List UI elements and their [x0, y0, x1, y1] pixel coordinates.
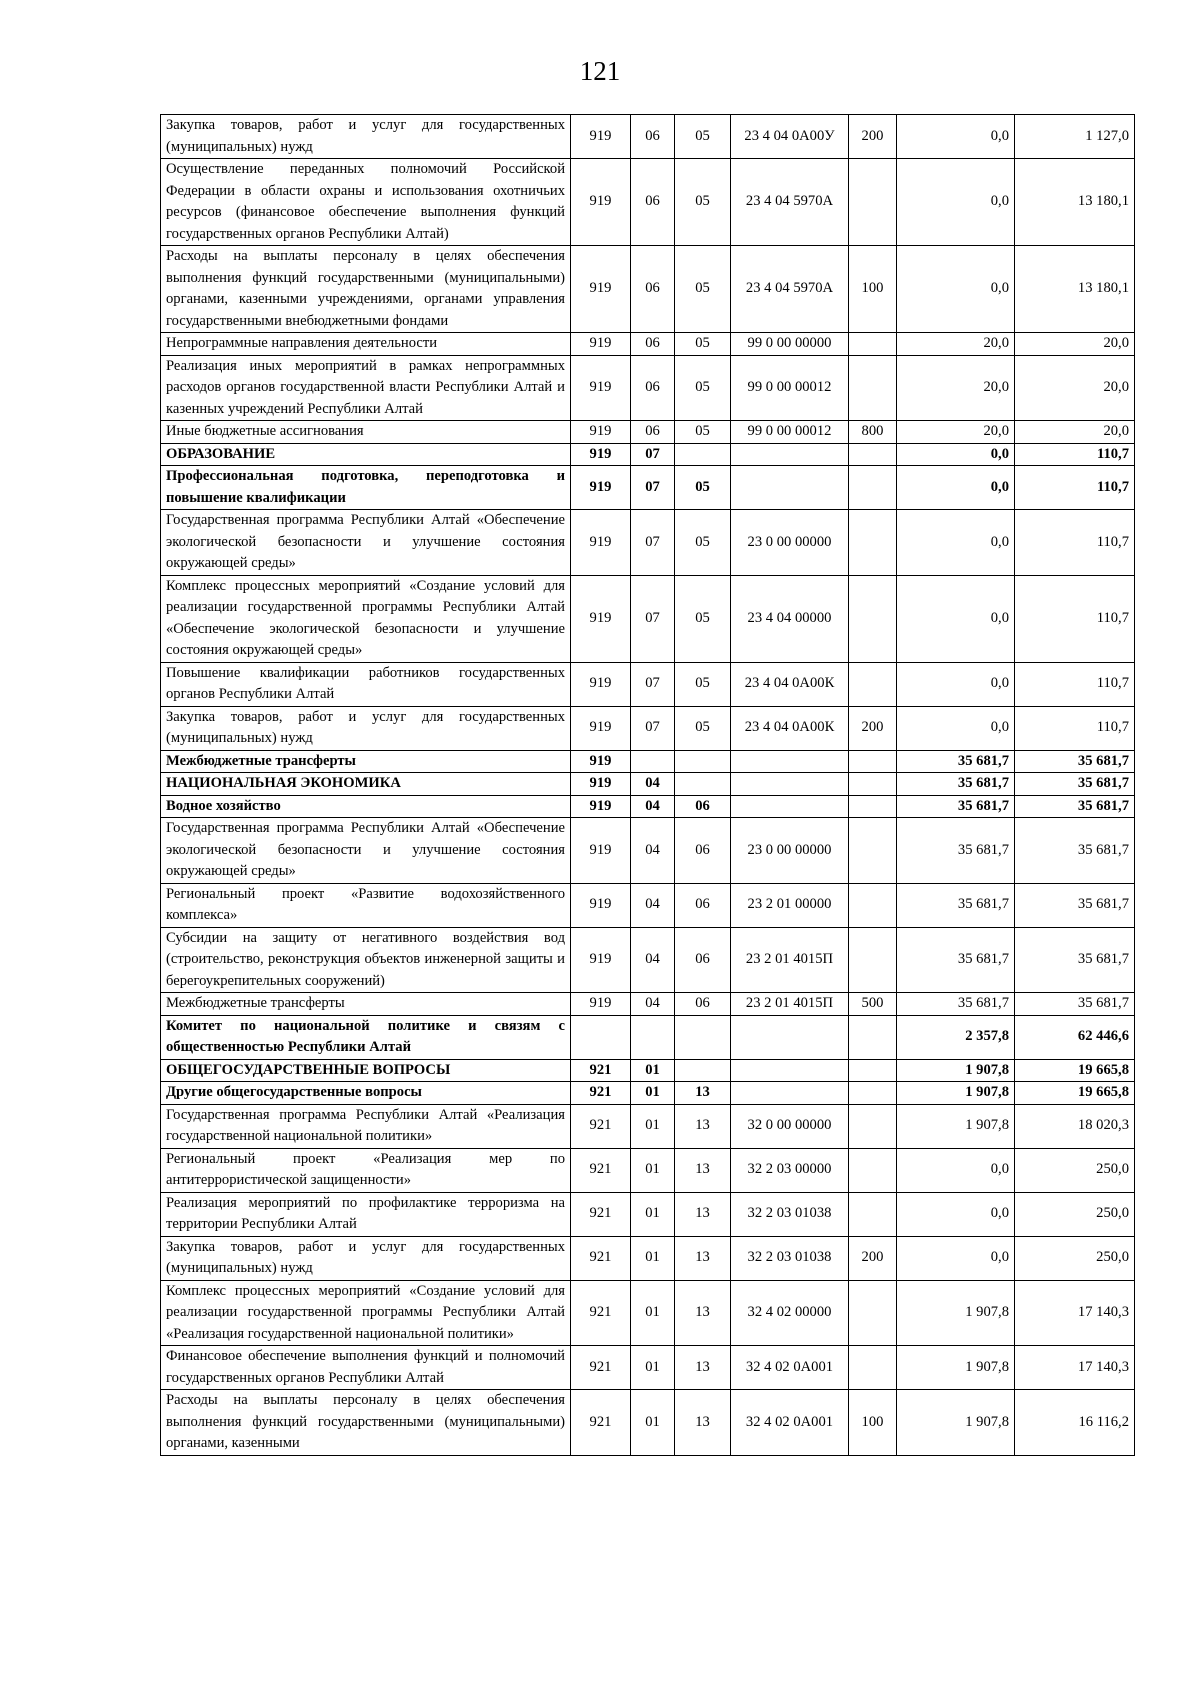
ministry-code-cell: 919 [571, 246, 631, 333]
subsection-code-cell: 05 [675, 466, 731, 510]
amount-first-cell: 35 681,7 [897, 750, 1015, 773]
section-code-cell: 04 [631, 993, 675, 1016]
ministry-code-cell: 919 [571, 883, 631, 927]
row-name-cell: Государственная программа Республики Алтай «Обеспечение экологической безопасности и улучшение состояния окружающей среды» [161, 510, 571, 576]
subsection-code-cell: 13 [675, 1148, 731, 1192]
amount-first-cell: 35 681,7 [897, 993, 1015, 1016]
table-row [161, 1104, 1135, 1148]
subsection-code-cell [675, 1059, 731, 1082]
row-name-cell: Субсидии на защиту от негативного воздействия вод (строительство, реконструкция объектов инженерной защиты и берегоукрепительных сооружений) [161, 927, 571, 993]
ministry-code-cell: 919 [571, 355, 631, 421]
expense-type-code-cell [849, 443, 897, 466]
subsection-code-cell: 13 [675, 1236, 731, 1280]
amount-first-cell: 35 681,7 [897, 883, 1015, 927]
subsection-code-cell: 13 [675, 1192, 731, 1236]
amount-first-cell: 35 681,7 [897, 773, 1015, 796]
expense-type-code-cell [849, 355, 897, 421]
target-item-code-cell: 23 0 00 00000 [731, 818, 849, 884]
amount-second-cell: 13 180,1 [1015, 159, 1135, 246]
expense-type-code-cell [849, 773, 897, 796]
table-row [161, 355, 1135, 421]
row-name-cell: Реализация иных мероприятий в рамках непрограммных расходов органов государственной власти Республики Алтай и казенных учреждений Республики Алтай [161, 355, 571, 421]
target-item-code-cell: 23 4 04 5970А [731, 159, 849, 246]
target-item-code-cell [731, 1082, 849, 1105]
subsection-code-cell: 05 [675, 115, 731, 159]
target-item-code-cell: 23 2 01 4015П [731, 993, 849, 1016]
table-row [161, 421, 1135, 444]
ministry-code-cell: 919 [571, 795, 631, 818]
target-item-code-cell [731, 795, 849, 818]
amount-second-cell: 20,0 [1015, 333, 1135, 356]
table-row [161, 818, 1135, 884]
expense-type-code-cell [849, 1015, 897, 1059]
row-name-cell: Другие общегосударственные вопросы [161, 1082, 571, 1105]
amount-second-cell: 110,7 [1015, 443, 1135, 466]
section-code-cell: 04 [631, 883, 675, 927]
target-item-code-cell: 32 4 02 00000 [731, 1280, 849, 1346]
table-row [161, 1082, 1135, 1105]
ministry-code-cell: 919 [571, 818, 631, 884]
ministry-code-cell: 919 [571, 750, 631, 773]
ministry-code-cell: 921 [571, 1280, 631, 1346]
amount-second-cell: 110,7 [1015, 466, 1135, 510]
table-row [161, 159, 1135, 246]
row-name-cell: Расходы на выплаты персоналу в целях обеспечения выполнения функций государственными (муниципальными) органами, казенными учреждениями, органами управления государственными внебюджетными фондами [161, 246, 571, 333]
target-item-code-cell: 23 0 00 00000 [731, 510, 849, 576]
subsection-code-cell [675, 443, 731, 466]
table-row [161, 575, 1135, 662]
ministry-code-cell: 921 [571, 1346, 631, 1390]
table-row [161, 993, 1135, 1016]
target-item-code-cell [731, 443, 849, 466]
table-row [161, 773, 1135, 796]
target-item-code-cell: 23 4 04 5970А [731, 246, 849, 333]
amount-second-cell: 35 681,7 [1015, 993, 1135, 1016]
table-row [161, 1015, 1135, 1059]
subsection-code-cell: 13 [675, 1104, 731, 1148]
subsection-code-cell: 05 [675, 246, 731, 333]
section-code-cell: 01 [631, 1082, 675, 1105]
expense-type-code-cell [849, 1280, 897, 1346]
section-code-cell: 07 [631, 466, 675, 510]
amount-second-cell: 17 140,3 [1015, 1346, 1135, 1390]
amount-first-cell: 0,0 [897, 662, 1015, 706]
section-code-cell: 04 [631, 818, 675, 884]
target-item-code-cell: 23 2 01 00000 [731, 883, 849, 927]
expense-type-code-cell [849, 1346, 897, 1390]
table-row [161, 115, 1135, 159]
row-name-cell: Водное хозяйство [161, 795, 571, 818]
amount-first-cell: 1 907,8 [897, 1390, 1015, 1456]
amount-second-cell: 250,0 [1015, 1148, 1135, 1192]
target-item-code-cell [731, 773, 849, 796]
expense-type-code-cell [849, 1148, 897, 1192]
amount-second-cell: 19 665,8 [1015, 1059, 1135, 1082]
amount-first-cell: 0,0 [897, 706, 1015, 750]
ministry-code-cell: 919 [571, 575, 631, 662]
target-item-code-cell: 32 2 03 01038 [731, 1192, 849, 1236]
expense-type-code-cell [849, 662, 897, 706]
amount-second-cell: 20,0 [1015, 355, 1135, 421]
amount-first-cell: 1 907,8 [897, 1346, 1015, 1390]
row-name-cell: Государственная программа Республики Алтай «Обеспечение экологической безопасности и улучшение состояния окружающей среды» [161, 818, 571, 884]
amount-first-cell: 35 681,7 [897, 818, 1015, 884]
row-name-cell: Профессиональная подготовка, переподготовка и повышение квалификации [161, 466, 571, 510]
expense-type-code-cell [849, 1059, 897, 1082]
subsection-code-cell: 06 [675, 883, 731, 927]
section-code-cell [631, 1015, 675, 1059]
row-name-cell: Межбюджетные трансферты [161, 993, 571, 1016]
target-item-code-cell [731, 750, 849, 773]
row-name-cell: Комитет по национальной политике и связям с общественностью Республики Алтай [161, 1015, 571, 1059]
amount-first-cell: 0,0 [897, 246, 1015, 333]
amount-second-cell: 110,7 [1015, 662, 1135, 706]
ministry-code-cell: 919 [571, 993, 631, 1016]
target-item-code-cell [731, 466, 849, 510]
ministry-code-cell: 921 [571, 1082, 631, 1105]
subsection-code-cell: 05 [675, 510, 731, 576]
target-item-code-cell: 23 4 04 0А00К [731, 662, 849, 706]
target-item-code-cell: 99 0 00 00012 [731, 421, 849, 444]
amount-first-cell: 0,0 [897, 115, 1015, 159]
amount-second-cell: 35 681,7 [1015, 927, 1135, 993]
amount-second-cell: 13 180,1 [1015, 246, 1135, 333]
amount-first-cell: 20,0 [897, 333, 1015, 356]
row-name-cell: ОБРАЗОВАНИЕ [161, 443, 571, 466]
section-code-cell: 01 [631, 1280, 675, 1346]
expense-type-code-cell: 200 [849, 115, 897, 159]
section-code-cell: 01 [631, 1059, 675, 1082]
subsection-code-cell [675, 750, 731, 773]
target-item-code-cell: 32 4 02 0А001 [731, 1390, 849, 1456]
table-row [161, 1236, 1135, 1280]
amount-first-cell: 2 357,8 [897, 1015, 1015, 1059]
target-item-code-cell: 99 0 00 00012 [731, 355, 849, 421]
amount-second-cell: 16 116,2 [1015, 1390, 1135, 1456]
amount-first-cell: 0,0 [897, 466, 1015, 510]
subsection-code-cell [675, 1015, 731, 1059]
amount-second-cell: 35 681,7 [1015, 883, 1135, 927]
target-item-code-cell: 23 4 04 00000 [731, 575, 849, 662]
row-name-cell: Межбюджетные трансферты [161, 750, 571, 773]
section-code-cell: 07 [631, 662, 675, 706]
subsection-code-cell: 13 [675, 1390, 731, 1456]
amount-first-cell: 0,0 [897, 1148, 1015, 1192]
amount-first-cell: 0,0 [897, 1192, 1015, 1236]
amount-second-cell: 1 127,0 [1015, 115, 1135, 159]
expense-type-code-cell: 800 [849, 421, 897, 444]
subsection-code-cell: 13 [675, 1346, 731, 1390]
row-name-cell: Непрограммные направления деятельности [161, 333, 571, 356]
amount-second-cell: 35 681,7 [1015, 773, 1135, 796]
amount-second-cell: 62 446,6 [1015, 1015, 1135, 1059]
target-item-code-cell [731, 1015, 849, 1059]
row-name-cell: Региональный проект «Реализация мер по антитеррористической защищенности» [161, 1148, 571, 1192]
ministry-code-cell: 919 [571, 773, 631, 796]
section-code-cell: 01 [631, 1148, 675, 1192]
table-row [161, 1346, 1135, 1390]
ministry-code-cell: 921 [571, 1192, 631, 1236]
ministry-code-cell: 921 [571, 1390, 631, 1456]
amount-second-cell: 20,0 [1015, 421, 1135, 444]
section-code-cell: 01 [631, 1236, 675, 1280]
row-name-cell: Закупка товаров, работ и услуг для государственных (муниципальных) нужд [161, 115, 571, 159]
amount-second-cell: 35 681,7 [1015, 795, 1135, 818]
expense-type-code-cell [849, 883, 897, 927]
ministry-code-cell: 921 [571, 1104, 631, 1148]
ministry-code-cell: 919 [571, 333, 631, 356]
amount-first-cell: 35 681,7 [897, 795, 1015, 818]
amount-first-cell: 1 907,8 [897, 1082, 1015, 1105]
subsection-code-cell: 06 [675, 927, 731, 993]
table-row [161, 662, 1135, 706]
section-code-cell: 06 [631, 355, 675, 421]
amount-second-cell: 35 681,7 [1015, 818, 1135, 884]
subsection-code-cell: 13 [675, 1082, 731, 1105]
table-row [161, 333, 1135, 356]
target-item-code-cell: 23 4 04 0А00К [731, 706, 849, 750]
target-item-code-cell: 23 4 04 0А00У [731, 115, 849, 159]
expense-type-code-cell [849, 1082, 897, 1105]
amount-second-cell: 17 140,3 [1015, 1280, 1135, 1346]
subsection-code-cell: 06 [675, 993, 731, 1016]
section-code-cell: 07 [631, 510, 675, 576]
ministry-code-cell [571, 1015, 631, 1059]
table-row [161, 1148, 1135, 1192]
section-code-cell [631, 750, 675, 773]
ministry-code-cell: 919 [571, 927, 631, 993]
subsection-code-cell: 05 [675, 575, 731, 662]
subsection-code-cell: 05 [675, 355, 731, 421]
table-row [161, 795, 1135, 818]
section-code-cell: 04 [631, 795, 675, 818]
table-row [161, 510, 1135, 576]
section-code-cell: 01 [631, 1390, 675, 1456]
expense-type-code-cell [849, 1104, 897, 1148]
expense-type-code-cell: 100 [849, 1390, 897, 1456]
amount-first-cell: 20,0 [897, 355, 1015, 421]
row-name-cell: Комплекс процессных мероприятий «Создание условий для реализации государственной программы Республики Алтай «Обеспечение экологической безопасности и улучшение состояния окружающей среды» [161, 575, 571, 662]
target-item-code-cell: 32 2 03 00000 [731, 1148, 849, 1192]
table-row [161, 1280, 1135, 1346]
subsection-code-cell: 05 [675, 159, 731, 246]
ministry-code-cell: 919 [571, 510, 631, 576]
page-number: 121 [579, 56, 621, 86]
expense-type-code-cell [849, 1192, 897, 1236]
section-code-cell: 06 [631, 421, 675, 444]
table-row [161, 706, 1135, 750]
row-name-cell: Повышение квалификации работников государственных органов Республики Алтай [161, 662, 571, 706]
subsection-code-cell: 13 [675, 1280, 731, 1346]
ministry-code-cell: 919 [571, 159, 631, 246]
section-code-cell: 06 [631, 246, 675, 333]
row-name-cell: Реализация мероприятий по профилактике терроризма на территории Республики Алтай [161, 1192, 571, 1236]
amount-first-cell: 0,0 [897, 1236, 1015, 1280]
ministry-code-cell: 919 [571, 115, 631, 159]
section-code-cell: 06 [631, 115, 675, 159]
section-code-cell: 06 [631, 333, 675, 356]
expense-type-code-cell [849, 927, 897, 993]
row-name-cell: ОБЩЕГОСУДАРСТВЕННЫЕ ВОПРОСЫ [161, 1059, 571, 1082]
amount-second-cell: 18 020,3 [1015, 1104, 1135, 1148]
expense-type-code-cell [849, 466, 897, 510]
amount-first-cell: 1 907,8 [897, 1280, 1015, 1346]
amount-first-cell: 35 681,7 [897, 927, 1015, 993]
subsection-code-cell: 06 [675, 818, 731, 884]
target-item-code-cell: 32 0 00 00000 [731, 1104, 849, 1148]
budget-table [160, 114, 1135, 1456]
ministry-code-cell: 919 [571, 662, 631, 706]
expense-type-code-cell: 200 [849, 706, 897, 750]
ministry-code-cell: 919 [571, 466, 631, 510]
row-name-cell: Финансовое обеспечение выполнения функций и полномочий государственных органов Республики Алтай [161, 1346, 571, 1390]
section-code-cell: 04 [631, 773, 675, 796]
amount-second-cell: 110,7 [1015, 510, 1135, 576]
amount-second-cell: 250,0 [1015, 1236, 1135, 1280]
amount-second-cell: 110,7 [1015, 706, 1135, 750]
expense-type-code-cell [849, 575, 897, 662]
amount-first-cell: 1 907,8 [897, 1104, 1015, 1148]
table-row [161, 466, 1135, 510]
expense-type-code-cell [849, 510, 897, 576]
expense-type-code-cell: 200 [849, 1236, 897, 1280]
amount-first-cell: 1 907,8 [897, 1059, 1015, 1082]
expense-type-code-cell [849, 795, 897, 818]
amount-second-cell: 35 681,7 [1015, 750, 1135, 773]
section-code-cell: 01 [631, 1346, 675, 1390]
expense-type-code-cell [849, 750, 897, 773]
subsection-code-cell [675, 773, 731, 796]
table-row [161, 927, 1135, 993]
target-item-code-cell: 32 2 03 01038 [731, 1236, 849, 1280]
amount-first-cell: 0,0 [897, 443, 1015, 466]
ministry-code-cell: 921 [571, 1059, 631, 1082]
target-item-code-cell: 32 4 02 0А001 [731, 1346, 849, 1390]
target-item-code-cell: 99 0 00 00000 [731, 333, 849, 356]
amount-first-cell: 0,0 [897, 510, 1015, 576]
subsection-code-cell: 05 [675, 421, 731, 444]
ministry-code-cell: 919 [571, 443, 631, 466]
target-item-code-cell [731, 1059, 849, 1082]
target-item-code-cell: 23 2 01 4015П [731, 927, 849, 993]
ministry-code-cell: 919 [571, 706, 631, 750]
section-code-cell: 07 [631, 575, 675, 662]
expense-type-code-cell [849, 818, 897, 884]
row-name-cell: НАЦИОНАЛЬНАЯ ЭКОНОМИКА [161, 773, 571, 796]
section-code-cell: 04 [631, 927, 675, 993]
amount-first-cell: 0,0 [897, 575, 1015, 662]
expense-type-code-cell: 500 [849, 993, 897, 1016]
ministry-code-cell: 921 [571, 1236, 631, 1280]
section-code-cell: 01 [631, 1192, 675, 1236]
row-name-cell: Государственная программа Республики Алтай «Реализация государственной национальной политики» [161, 1104, 571, 1148]
amount-second-cell: 250,0 [1015, 1192, 1135, 1236]
table-row [161, 443, 1135, 466]
row-name-cell: Закупка товаров, работ и услуг для государственных (муниципальных) нужд [161, 1236, 571, 1280]
row-name-cell: Расходы на выплаты персоналу в целях обеспечения выполнения функций государственными (муниципальными) органами, казенными [161, 1390, 571, 1456]
row-name-cell: Комплекс процессных мероприятий «Создание условий для реализации государственной программы Республики Алтай «Реализация государственной национальной политики» [161, 1280, 571, 1346]
section-code-cell: 01 [631, 1104, 675, 1148]
table-row [161, 750, 1135, 773]
amount-first-cell: 20,0 [897, 421, 1015, 444]
subsection-code-cell: 06 [675, 795, 731, 818]
table-row [161, 246, 1135, 333]
ministry-code-cell: 921 [571, 1148, 631, 1192]
ministry-code-cell: 919 [571, 421, 631, 444]
row-name-cell: Закупка товаров, работ и услуг для государственных (муниципальных) нужд [161, 706, 571, 750]
subsection-code-cell: 05 [675, 662, 731, 706]
subsection-code-cell: 05 [675, 333, 731, 356]
amount-second-cell: 110,7 [1015, 575, 1135, 662]
amount-first-cell: 0,0 [897, 159, 1015, 246]
section-code-cell: 06 [631, 159, 675, 246]
table-row [161, 883, 1135, 927]
amount-second-cell: 19 665,8 [1015, 1082, 1135, 1105]
table-row [161, 1390, 1135, 1456]
section-code-cell: 07 [631, 706, 675, 750]
subsection-code-cell: 05 [675, 706, 731, 750]
table-row [161, 1059, 1135, 1082]
expense-type-code-cell: 100 [849, 246, 897, 333]
row-name-cell: Региональный проект «Развитие водохозяйственного комплекса» [161, 883, 571, 927]
row-name-cell: Осуществление переданных полномочий Российской Федерации в области охраны и использования охотничьих ресурсов (финансовое обеспечение выполнения функций государственных органов Республики Алтай) [161, 159, 571, 246]
section-code-cell: 07 [631, 443, 675, 466]
expense-type-code-cell [849, 159, 897, 246]
table-row [161, 1192, 1135, 1236]
expense-type-code-cell [849, 333, 897, 356]
row-name-cell: Иные бюджетные ассигнования [161, 421, 571, 444]
